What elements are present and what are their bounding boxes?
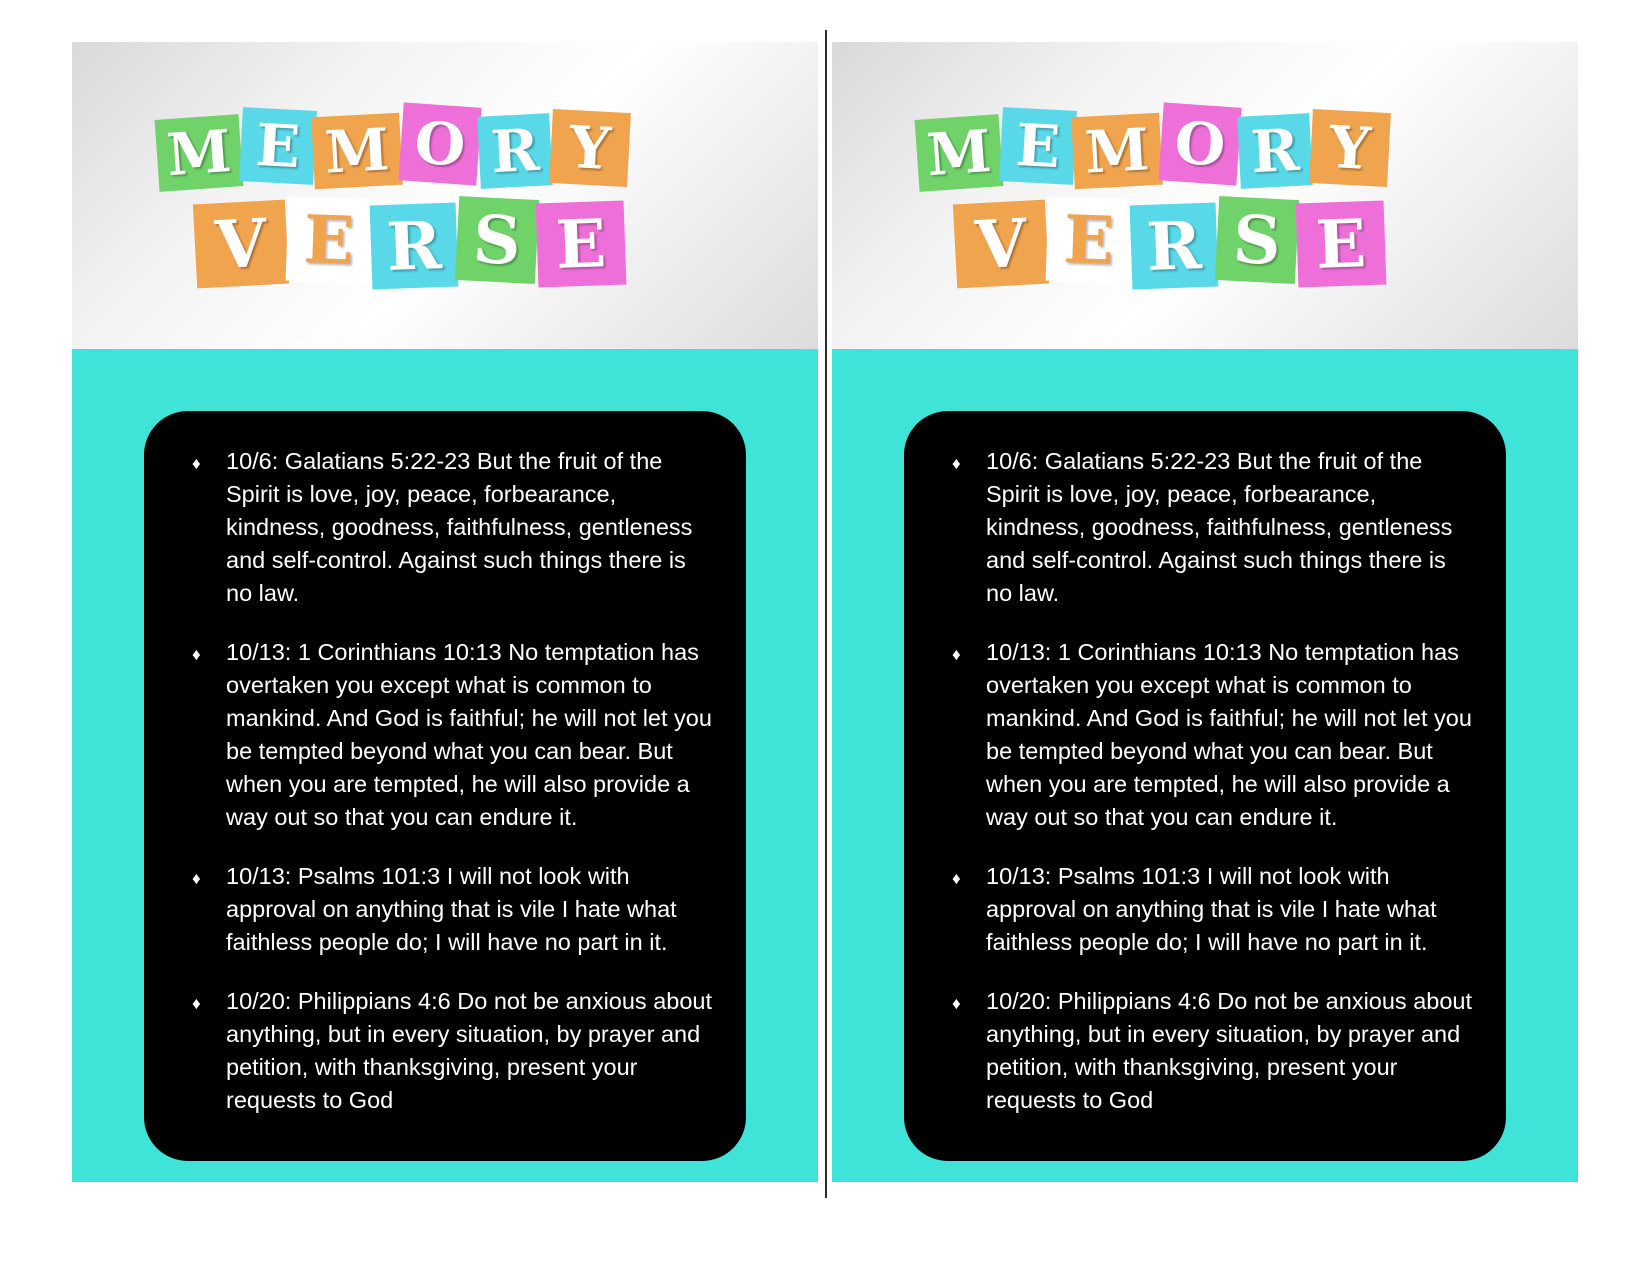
bullet-icon: ♦	[952, 869, 961, 888]
letter-tile: Y	[1309, 109, 1391, 187]
bullet-icon: ♦	[192, 994, 201, 1013]
letter-tile: V	[953, 199, 1049, 288]
letter-tile: O	[1158, 102, 1241, 185]
verse-list-right	[928, 445, 1476, 1117]
list-item	[928, 636, 1476, 834]
letter-tile: M	[915, 114, 1004, 192]
verse-text: 10/20: Philippians 4:6 Do not be anxious about anything, but in every situation, by prayer and petition, with thanksgiving, present your requests to God	[986, 988, 1473, 1113]
bullet-icon: ♦	[952, 645, 961, 664]
verse-panel-right	[904, 411, 1506, 1161]
bullet-icon: ♦	[192, 869, 201, 888]
wordmark-line-memory-left	[155, 101, 735, 196]
bullet-icon: ♦	[192, 645, 201, 664]
letter-tile: E	[286, 196, 373, 283]
letter-tile: V	[193, 199, 289, 288]
memory-verse-card-left	[72, 42, 818, 1182]
letter-tile: E	[1296, 200, 1387, 287]
letter-tile: E	[1046, 196, 1133, 283]
bullet-icon: ♦	[952, 994, 961, 1013]
list-item	[168, 636, 716, 834]
wordmark-line-verse-right	[915, 196, 1495, 291]
verse-text: 10/13: 1 Corinthians 10:13 No temptation has overtaken you except what is common to mankind. And God is faithful; he will not let you be tempted beyond what you can bear. But when you are tempted, he will also provide a way out so that you can endure it.	[226, 639, 712, 830]
verse-text: 10/13: 1 Corinthians 10:13 No temptation has overtaken you except what is common to mankind. And God is faithful; he will not let you be tempted beyond what you can bear. But when you are tempted, he will also provide a way out so that you can endure it.	[986, 639, 1472, 830]
letter-tile: M	[1071, 112, 1163, 189]
letter-tile: E	[239, 107, 317, 185]
bullet-icon: ♦	[952, 454, 961, 473]
letter-tile: E	[536, 200, 627, 287]
wordmark-line-memory-right	[915, 101, 1495, 196]
letter-tile: M	[311, 112, 403, 189]
list-item	[928, 985, 1476, 1117]
letter-tile: Y	[549, 109, 631, 187]
letter-tile: R	[1130, 202, 1219, 289]
list-item	[168, 860, 716, 959]
fold-line	[825, 30, 827, 1198]
verse-text: 10/20: Philippians 4:6 Do not be anxious about anything, but in every situation, by prayer and petition, with thanksgiving, present your requests to God	[226, 988, 713, 1113]
verse-panel-left	[144, 411, 746, 1161]
wordmark-line-verse-left	[155, 196, 735, 291]
letter-tile: R	[1237, 113, 1313, 189]
memory-verse-card-right	[832, 42, 1578, 1182]
letter-tile: S	[455, 195, 539, 283]
letter-tile: O	[398, 102, 481, 185]
verse-panel-wrap-right	[832, 349, 1578, 1182]
verse-panel-wrap-left	[72, 349, 818, 1182]
verse-text: 10/6: Galatians 5:22-23 But the fruit of the Spirit is love, joy, peace, forbearance, kindness, goodness, faithfulness, gentleness and self-control. Against such things there is no law.	[986, 448, 1453, 606]
letter-tile: R	[370, 202, 459, 289]
verse-list-left	[168, 445, 716, 1117]
banner-left	[72, 42, 818, 349]
memory-verse-wordmark-right	[915, 101, 1495, 291]
list-item	[168, 985, 716, 1117]
list-item	[168, 445, 716, 610]
letter-tile: S	[1215, 195, 1299, 283]
list-item	[928, 445, 1476, 610]
verse-text: 10/6: Galatians 5:22-23 But the fruit of the Spirit is love, joy, peace, forbearance, kindness, goodness, faithfulness, gentleness and self-control. Against such things there is no law.	[226, 448, 693, 606]
letter-tile: E	[999, 107, 1077, 185]
letter-tile: R	[477, 113, 553, 189]
letter-tile: M	[155, 114, 244, 192]
list-item	[928, 860, 1476, 959]
bullet-icon: ♦	[192, 454, 201, 473]
memory-verse-wordmark-left	[155, 101, 735, 291]
verse-text: 10/13: Psalms 101:3 I will not look with approval on anything that is vile I hate what faithless people do; I will have no part in it.	[986, 863, 1437, 955]
verse-text: 10/13: Psalms 101:3 I will not look with approval on anything that is vile I hate what faithless people do; I will have no part in it.	[226, 863, 677, 955]
banner-right	[832, 42, 1578, 349]
